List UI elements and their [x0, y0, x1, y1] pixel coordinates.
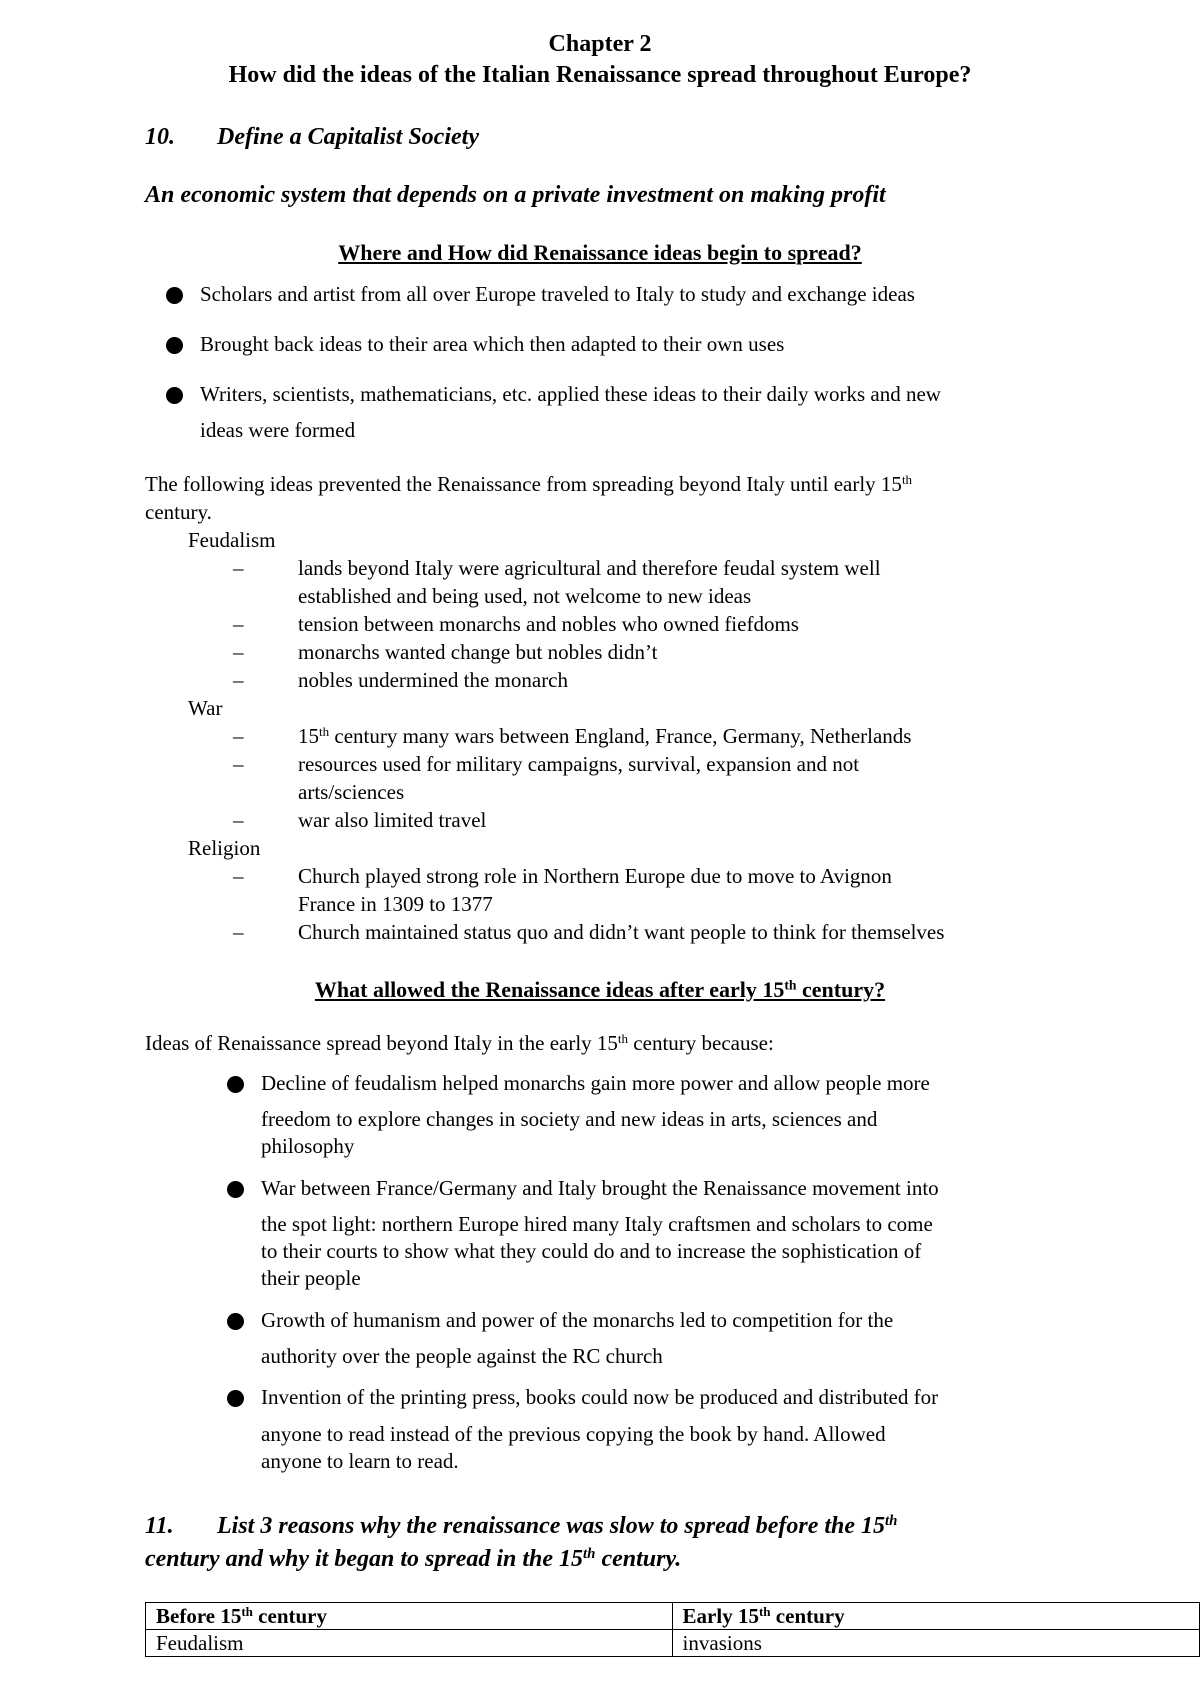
religion-item: Church maintained status quo and didn’t want people to think for themselves: [298, 920, 945, 944]
section2-bullet-continued: freedom to explore changes in society and new ideas in arts, sciences and: [261, 1107, 878, 1131]
table-header-row: [146, 1603, 1200, 1630]
bullet-icon: [227, 1076, 244, 1093]
dash-icon: –: [233, 668, 244, 692]
section1-bullet: Brought back ideas to their area which then adapted to their own uses: [200, 332, 785, 356]
section2-heading: What allowed the Renaissance ideas after early 15th century?: [314, 977, 886, 1002]
q10-number: 10.: [145, 124, 175, 150]
chapter-title: Chapter 2: [548, 31, 652, 57]
religion-item-continued: France in 1309 to 1377: [298, 892, 493, 916]
section1-heading: Where and How did Renaissance ideas begin to spread?: [338, 240, 862, 265]
feudalism-item: nobles undermined the monarch: [298, 668, 569, 692]
section2-bullet-continued: philosophy: [261, 1134, 355, 1158]
religion-item: Church played strong role in Northern Europe due to move to Avignon: [298, 864, 892, 888]
section2-bullet: Invention of the printing press, books could now be produced and distributed for: [261, 1385, 939, 1409]
dash-icon: –: [233, 640, 244, 664]
bullet-icon: [227, 1390, 244, 1407]
section2-bullet: Decline of feudalism helped monarchs gain more power and allow people more: [261, 1071, 930, 1095]
dash-icon: –: [233, 752, 244, 776]
answer-table: [145, 1602, 1200, 1657]
section2-bullet: War between France/Germany and Italy brought the Renaissance movement into: [261, 1176, 939, 1200]
dash-icon: –: [233, 808, 244, 832]
feudalism-item: tension between monarchs and nobles who owned fiefdoms: [298, 612, 799, 636]
q11-number: 11.: [145, 1513, 174, 1539]
table-header-before: Before 15th century: [146, 1603, 673, 1630]
bullet-icon: [227, 1181, 244, 1198]
section1-bullet: Writers, scientists, mathematicians, etc. applied these ideas to their daily works and new: [200, 382, 941, 406]
war-title: War: [188, 696, 223, 720]
feudalism-item: lands beyond Italy were agricultural and therefore feudal system well: [298, 556, 881, 580]
bullet-icon: [227, 1313, 244, 1330]
table-cell: Feudalism: [146, 1630, 673, 1657]
bullet-icon: [166, 387, 183, 404]
dash-icon: –: [233, 864, 244, 888]
religion-title: Religion: [188, 836, 261, 860]
war-item-continued: arts/sciences: [298, 780, 405, 804]
war-item: war also limited travel: [298, 808, 487, 832]
war-item: resources used for military campaigns, survival, expansion and not: [298, 752, 860, 776]
q11-prompt-line1: List 3 reasons why the renaissance was slow to spread before the 15th: [217, 1512, 898, 1539]
section2-intro: Ideas of Renaissance spread beyond Italy in the early 15th century because:: [145, 1030, 774, 1055]
section2-bullet: Growth of humanism and power of the monarchs led to competition for the: [261, 1308, 894, 1332]
q10-prompt: Define a Capitalist Society: [217, 124, 479, 150]
section2-bullet-continued: to their courts to show what they could do and to increase the sophistication of: [261, 1239, 922, 1263]
feudalism-item-continued: established and being used, not welcome to new ideas: [298, 584, 752, 608]
feudalism-item: monarchs wanted change but nobles didn’t: [298, 640, 658, 664]
section2-bullet-continued: authority over the people against the RC church: [261, 1344, 663, 1368]
section1-bullet: Scholars and artist from all over Europe traveled to Italy to study and exchange ideas: [200, 282, 915, 306]
table-header-early: Early 15th century: [672, 1603, 1199, 1630]
chapter-question: How did the ideas of the Italian Renaissance spread throughout Europe?: [228, 62, 972, 88]
dash-icon: –: [233, 920, 244, 944]
bullet-icon: [166, 287, 183, 304]
dash-icon: –: [233, 724, 244, 748]
section2-bullet-continued: their people: [261, 1266, 361, 1290]
dash-icon: –: [233, 612, 244, 636]
prevent-intro: The following ideas prevented the Renaissance from spreading beyond Italy until early 15th: [145, 471, 913, 496]
prevent-intro-continued: century.: [145, 500, 212, 524]
q10-answer: An economic system that depends on a private investment on making profit: [145, 182, 886, 208]
dash-icon: –: [233, 556, 244, 580]
section2-bullet-continued: anyone to read instead of the previous copying the book by hand. Allowed: [261, 1422, 886, 1446]
section2-bullet-continued: anyone to learn to read.: [261, 1449, 459, 1473]
table-row: [146, 1630, 1200, 1657]
table-cell: invasions: [672, 1630, 1199, 1657]
war-item: 15th century many wars between England, France, Germany, Netherlands: [298, 723, 912, 748]
q11-prompt-line2: century and why it began to spread in the 15th century.: [145, 1545, 682, 1572]
section2-bullet-continued: the spot light: northern Europe hired many Italy craftsmen and scholars to come: [261, 1212, 933, 1236]
bullet-icon: [166, 337, 183, 354]
section1-bullet-continued: ideas were formed: [200, 418, 356, 442]
feudalism-title: Feudalism: [188, 528, 276, 552]
